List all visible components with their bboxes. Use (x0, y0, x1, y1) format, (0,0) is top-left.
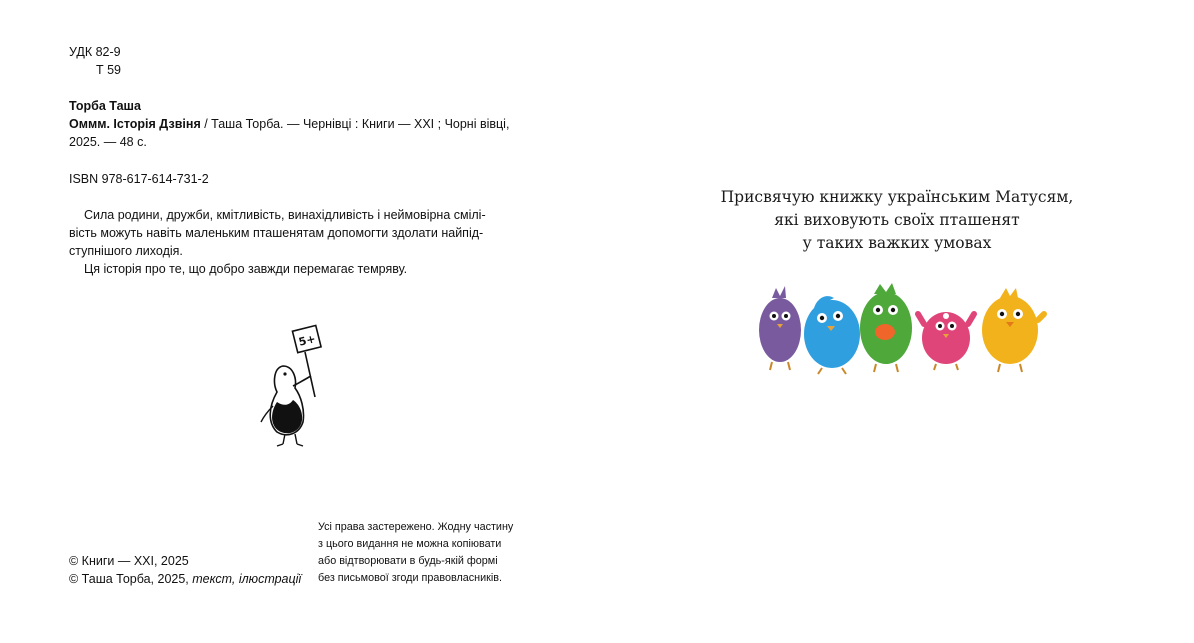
dedication-line: Присвячую книжку українським Матусям, (720, 188, 1074, 206)
author-mark: Т 59 (96, 63, 122, 77)
annotation-line: вість можуть навіть маленьким пташенятам допомогти здолати найпід- (69, 226, 484, 240)
bibliographic-record (69, 97, 519, 151)
copyright (69, 552, 301, 588)
pink-bird (918, 312, 974, 370)
publication-year-pages: 2025. — 48 с. (69, 135, 147, 149)
publication-details: / Таша Торба. — Чернівці : Книги — ХХІ ; Чорні вівці, (200, 117, 510, 131)
annotation-line: ступнішого лиходія. (69, 244, 183, 258)
copyright-publisher: © Книги — ХХІ, 2025 (69, 554, 189, 568)
udk-code: УДК 82-9 (69, 45, 121, 59)
annotation-line: Сила родини, дружби, кмітливість, винахідливість і неймовірна смілі- (84, 208, 486, 222)
bird-black-feathers (272, 400, 302, 433)
isbn: ISBN 978-617-614-731-2 (69, 172, 209, 186)
dedication (597, 186, 1194, 255)
copyright-scope: текст, ілюстрації (192, 572, 302, 586)
rights-line: Усі права застережено. Жодну частину (318, 521, 514, 533)
copyright-author: © Таша Торба, 2025, (69, 572, 193, 586)
bird-holding-age-sign-illustration (255, 322, 335, 448)
age-sign (292, 325, 321, 352)
five-chicks-illustration (752, 280, 1047, 376)
green-bird (860, 283, 912, 372)
rights-notice (318, 519, 518, 587)
age-rating: 5+ (297, 332, 317, 349)
right-page (597, 0, 1194, 643)
book-title: Оммм. Історія Дзвіня (69, 117, 201, 131)
sign-stick (305, 352, 315, 397)
bird-eye (283, 372, 286, 375)
rights-line: з цього видання не можна копіювати (318, 538, 502, 550)
bird-legs (277, 434, 303, 446)
dedication-line: які виховують своїх пташенят (774, 211, 1020, 229)
annotation-line: Ця історія про те, що добро завжди перемагає темряву. (84, 262, 408, 276)
annotation (69, 206, 519, 278)
udk-block (69, 43, 121, 79)
purple-bird (759, 286, 801, 370)
book-author: Торба Таша (69, 99, 141, 113)
rights-line: або відтворювати в будь-якій формі (318, 555, 498, 567)
dedication-line: у таких важких умовах (802, 234, 992, 252)
yellow-bird (982, 288, 1044, 372)
blue-bird (804, 296, 860, 374)
rights-line: без письмової згоди правовласників. (318, 572, 502, 584)
